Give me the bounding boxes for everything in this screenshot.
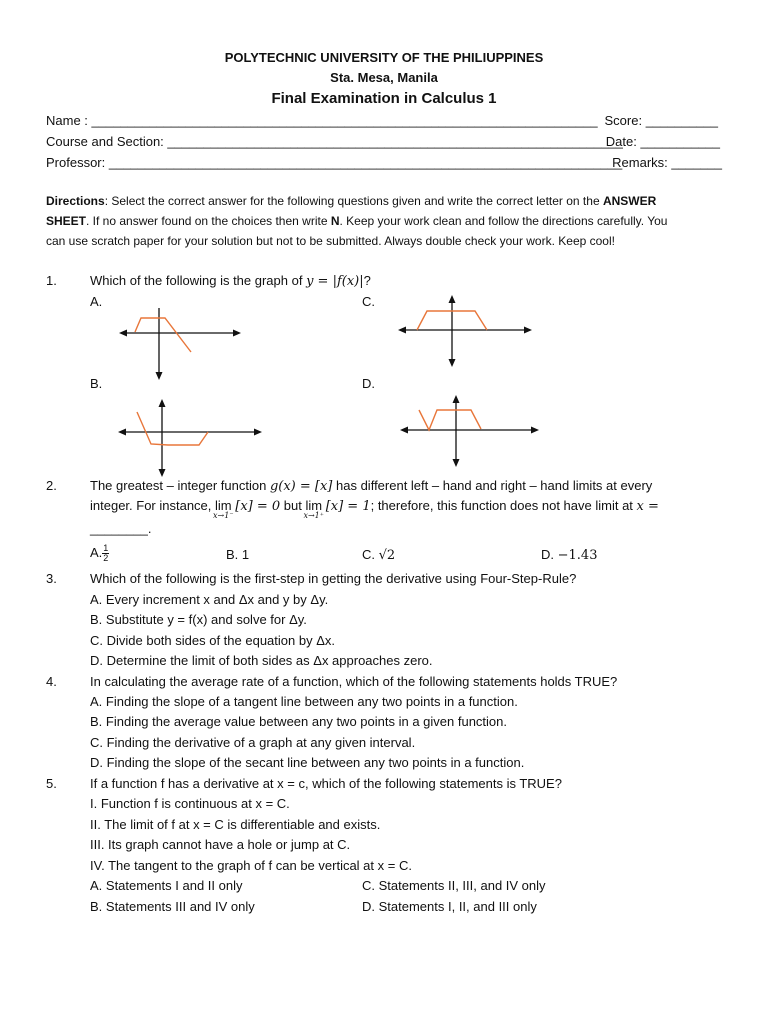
- graph-c-arrow-right: [524, 327, 532, 334]
- q1-number: 1.: [46, 273, 57, 288]
- graph-a-arrow-down: [156, 372, 163, 380]
- sheet-keyword: SHEET: [46, 214, 87, 228]
- graph-c: [395, 292, 535, 372]
- directions-text1: : Select the correct answer for the following questions given and write the correct letter on the: [104, 194, 603, 208]
- directions-text3: . Keep your work clean and follow the directions carefully. You: [339, 214, 668, 228]
- q2-right-limit: lim x→1⁺: [303, 498, 324, 520]
- q4-stem: In calculating the average rate of a function, which of the following statements holds TRUE?: [90, 674, 618, 689]
- directions-line2: [46, 214, 667, 228]
- q5-statement-2: II. The limit of f at x = C is differentiable and exists.: [90, 817, 381, 832]
- professor-field: Professor: _______________________________________________________________________: [46, 155, 623, 170]
- q1-option-b-label: B.: [90, 376, 103, 391]
- date-field: Date: ___________: [605, 134, 720, 149]
- q5-option-d: D. Statements I, II, and III only: [362, 899, 537, 914]
- graph-c-arrow-up: [449, 295, 456, 303]
- graph-c-arrow-left: [398, 327, 406, 334]
- graph-d-curve: [419, 410, 481, 430]
- q3-option-b: B. Substitute y = f(x) and solve for Δy.: [90, 612, 307, 627]
- q1-stem: Which of the following is the graph of y = |f(x)|?: [90, 273, 371, 289]
- q1-option-a-label: A.: [90, 294, 103, 309]
- q3-option-d: D. Determine the limit of both sides as Δx approaches zero.: [90, 653, 433, 668]
- q2-line1: The greatest – integer function g(x) = [x] has different left – hand and right – hand limits at every: [90, 478, 653, 494]
- graph-b-arrow-up: [159, 399, 166, 407]
- q3-option-a: A. Every increment x and Δx and y by Δy.: [90, 592, 329, 607]
- q5-option-c: C. Statements II, III, and IV only: [362, 878, 546, 893]
- q2-option-c: C. √2: [362, 547, 396, 563]
- exam-title: Final Examination in Calculus 1: [271, 90, 497, 107]
- graph-a-arrow-right: [233, 330, 241, 337]
- q2-fraction: $\frac{1}{2}$: [103, 543, 109, 563]
- graph-d-arrow-down: [453, 459, 460, 467]
- q5-stem: If a function f has a derivative at x = c, which of the following statements is TRUE?: [90, 776, 562, 791]
- q1-option-c-label: C.: [362, 294, 375, 309]
- q2-option-b: B. 1: [226, 547, 250, 562]
- n-keyword: N: [330, 214, 340, 228]
- q1-math: y = |f(x)|: [306, 274, 364, 289]
- q5-number: 5.: [46, 776, 57, 791]
- score-field: Score: __________: [604, 113, 718, 128]
- q2-option-a: A. $\frac{1}{2}$: [90, 543, 109, 563]
- q2-left-limit: lim x→1⁻: [213, 498, 234, 520]
- graph-d-arrow-left: [400, 427, 408, 434]
- graph-b-arrow-right: [254, 429, 262, 436]
- q2-answer-blank: ________.: [90, 521, 152, 536]
- directions-text2: . If no answer found on the choices then write: [86, 214, 331, 228]
- q1-option-d-label: D.: [362, 376, 375, 391]
- q2-option-d: D. −1.43: [541, 547, 598, 563]
- directions-line3: can use scratch paper for your solution but not to be submitted. Always double check your work. Keep cool!: [46, 234, 615, 248]
- graph-b-arrow-left: [118, 429, 126, 436]
- q5-option-a: A. Statements I and II only: [90, 878, 243, 893]
- graph-c-arrow-down: [449, 359, 456, 367]
- q5-statement-3: III. Its graph cannot have a hole or jump at C.: [90, 837, 351, 852]
- graph-b: [115, 396, 265, 481]
- remarks-field: Remarks: _______: [612, 155, 722, 170]
- graph-b-curve: [137, 412, 208, 445]
- graph-a: [115, 300, 245, 385]
- q5-statement-4: IV. The tangent to the graph of f can be vertical at x = C.: [90, 858, 412, 873]
- q2-function-math: g(x) = [x]: [269, 479, 333, 494]
- graph-d-arrow-right: [531, 427, 539, 434]
- q4-option-d: D. Finding the slope of the secant line between any two points in a function.: [90, 755, 525, 770]
- q3-number: 3.: [46, 571, 57, 586]
- q2-number: 2.: [46, 478, 57, 493]
- answer-keyword: ANSWER: [602, 194, 657, 208]
- graph-b-arrow-down: [159, 469, 166, 477]
- university-name: POLYTECHNIC UNIVERSITY OF THE PHILIUPPINES: [224, 50, 544, 65]
- graph-a-curve: [135, 318, 191, 352]
- q5-statement-1: I. Function f is continuous at x = C.: [90, 796, 290, 811]
- directions-label: Directions: [46, 194, 105, 208]
- q3-option-c: C. Divide both sides of the equation by Δx.: [90, 633, 335, 648]
- q4-option-b: B. Finding the average value between any two points in a given function.: [90, 714, 507, 729]
- q4-option-a: A. Finding the slope of a tangent line between any two points in a function.: [90, 694, 518, 709]
- directions-line1: [46, 194, 656, 208]
- name-field: Name : ______________________________________________________________________: [46, 113, 598, 128]
- course-section-field: Course and Section: _______________________________________________________________: [46, 134, 623, 149]
- q4-number: 4.: [46, 674, 57, 689]
- university-location: Sta. Mesa, Manila: [330, 70, 438, 85]
- q3-stem: Which of the following is the first-step in getting the derivative using Four-Step-Rule?: [90, 571, 577, 586]
- q4-option-c: C. Finding the derivative of a graph at any given interval.: [90, 735, 416, 750]
- graph-d-arrow-up: [453, 395, 460, 403]
- q2-line2: integer. For instance, lim x→1⁻ [x] = 0 but lim x→1⁺ [x] = 1; therefore, this function does not have limit at x =: [90, 498, 659, 520]
- graph-a-arrow-left: [119, 330, 127, 337]
- graph-d: [397, 392, 542, 470]
- q5-option-b: B. Statements III and IV only: [90, 899, 255, 914]
